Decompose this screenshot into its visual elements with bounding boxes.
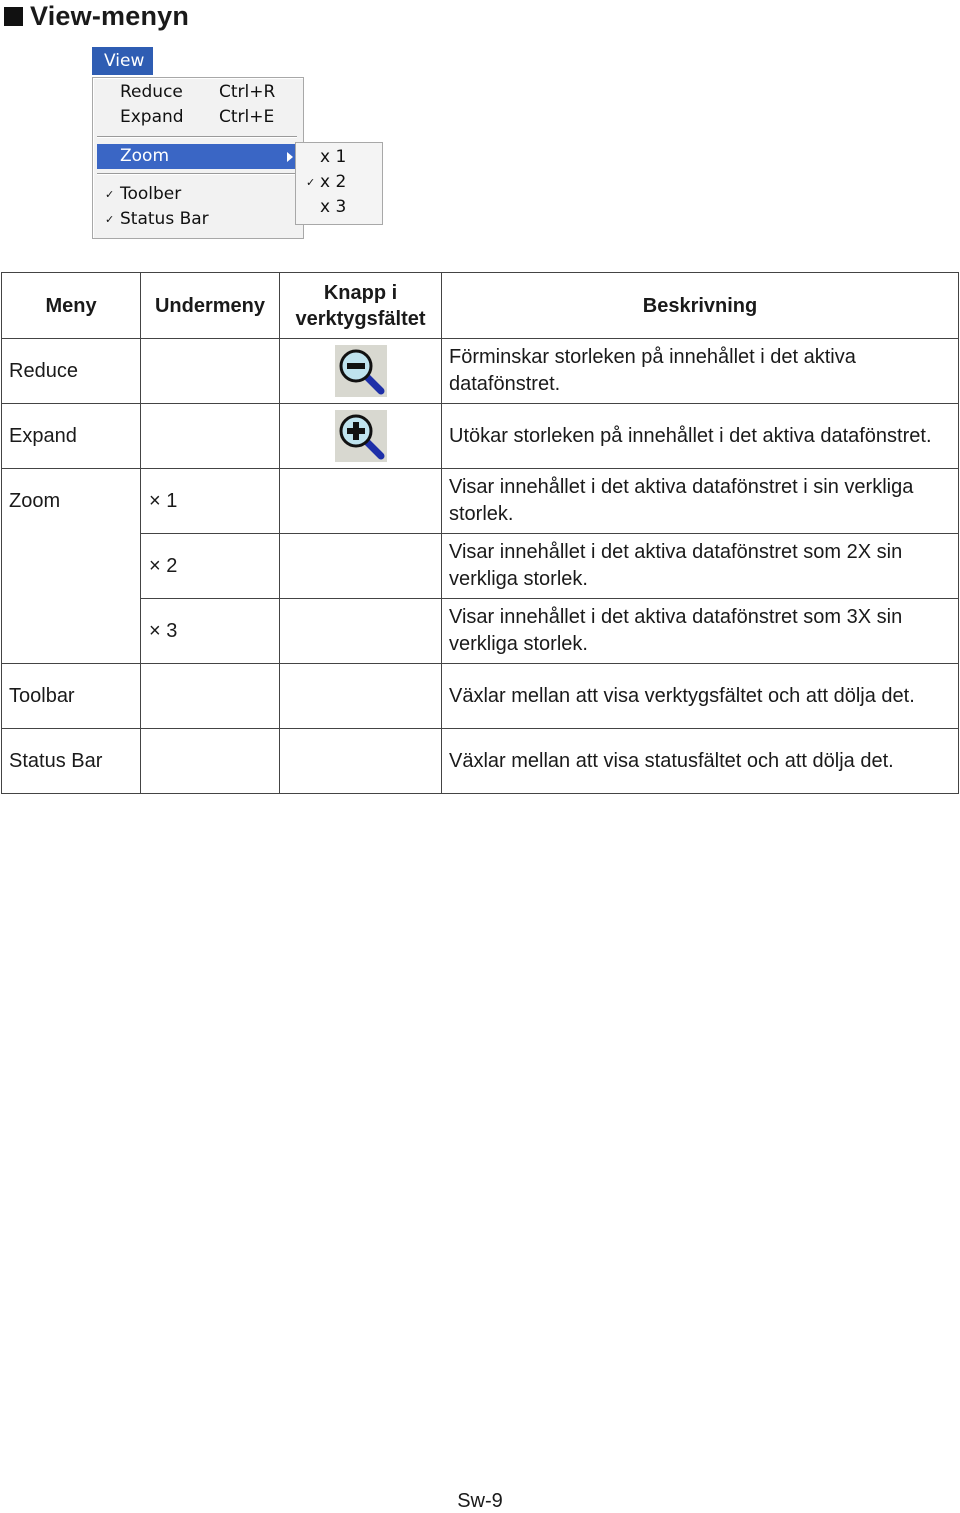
menu-item-label: Status Bar	[120, 209, 209, 229]
cell-submenu: × 3	[141, 599, 280, 664]
cell-submenu	[141, 729, 280, 794]
table-row	[2, 404, 959, 469]
cell-button	[280, 534, 442, 599]
check-icon: ✓	[105, 213, 115, 226]
table-row	[2, 534, 959, 599]
view-dropdown	[92, 77, 304, 239]
zoom-out-icon	[335, 345, 387, 397]
table-row	[2, 599, 959, 664]
header-description: Beskrivning	[442, 273, 959, 339]
submenu-item-label: x 3	[320, 197, 347, 217]
cell-button	[280, 729, 442, 794]
check-icon: ✓	[105, 188, 115, 201]
header-submenu: Undermeny	[141, 273, 280, 339]
cell-menu: Zoom	[2, 469, 141, 534]
zoom-submenu	[295, 142, 383, 225]
cell-description: Visar innehållet i det aktiva datafönstret som 3X sin verkliga storlek.	[442, 599, 959, 664]
submenu-item-x3[interactable]	[296, 195, 382, 220]
table-row	[2, 339, 959, 404]
table-row	[2, 664, 959, 729]
menu-item-label: Expand	[120, 107, 184, 127]
submenu-arrow-icon	[287, 152, 293, 162]
cell-description: Förminskar storleken på innehållet i det aktiva datafönstret.	[442, 339, 959, 404]
menu-item-label: Reduce	[120, 82, 183, 102]
menu-item-shortcut: Ctrl+E	[219, 107, 275, 127]
header-button: Knapp i verktygsfältet	[280, 273, 442, 339]
cell-button	[280, 339, 442, 404]
cell-description: Visar innehållet i det aktiva datafönstret i sin verkliga storlek.	[442, 469, 959, 534]
heading-title: View-menyn	[30, 0, 190, 31]
menu-item-reduce[interactable]	[93, 80, 301, 105]
table-row	[2, 729, 959, 794]
section-heading	[4, 0, 189, 32]
check-icon: ✓	[306, 176, 316, 189]
menu-item-zoom[interactable]	[97, 144, 297, 169]
menu-separator	[97, 136, 297, 138]
cell-button	[280, 404, 442, 469]
cell-description: Utökar storleken på innehållet i det aktiva datafönstret.	[442, 404, 959, 469]
view-menu-screenshot	[92, 47, 384, 240]
cell-button	[280, 469, 442, 534]
menu-item-label: Zoom	[120, 146, 170, 166]
cell-submenu: × 2	[141, 534, 280, 599]
cell-menu: Toolbar	[2, 664, 141, 729]
cell-description: Växlar mellan att visa verktygsfältet och att dölja det.	[442, 664, 959, 729]
submenu-item-label: x 2	[320, 172, 347, 192]
cell-menu: Status Bar	[2, 729, 141, 794]
cell-menu: Expand	[2, 404, 141, 469]
cell-menu: Reduce	[2, 339, 141, 404]
submenu-item-label: x 1	[320, 147, 347, 167]
page-number: Sw-9	[457, 1490, 503, 1512]
table-header-row	[2, 273, 959, 339]
menu-separator	[97, 173, 297, 175]
menu-item-label: Toolber	[120, 184, 182, 204]
cell-submenu	[141, 339, 280, 404]
cell-description: Visar innehållet i det aktiva datafönstret som 2X sin verkliga storlek.	[442, 534, 959, 599]
heading-bullet-icon	[4, 7, 23, 26]
submenu-item-x1[interactable]	[296, 145, 382, 170]
cell-menu	[2, 534, 141, 599]
view-menu-table	[1, 272, 959, 794]
cell-menu	[2, 599, 141, 664]
cell-submenu	[141, 664, 280, 729]
menu-item-status-bar[interactable]	[93, 207, 301, 232]
cell-description: Växlar mellan att visa statusfältet och att dölja det.	[442, 729, 959, 794]
menubar-view[interactable]: View	[92, 47, 153, 75]
cell-submenu: × 1	[141, 469, 280, 534]
cell-button	[280, 599, 442, 664]
table-row	[2, 469, 959, 534]
header-menu: Meny	[2, 273, 141, 339]
cell-button	[280, 664, 442, 729]
zoom-in-icon	[335, 410, 387, 462]
cell-submenu	[141, 404, 280, 469]
menu-item-shortcut: Ctrl+R	[219, 82, 276, 102]
menu-item-toolbar[interactable]	[93, 182, 301, 207]
menu-item-expand[interactable]	[93, 105, 301, 130]
submenu-item-x2[interactable]	[296, 170, 382, 195]
